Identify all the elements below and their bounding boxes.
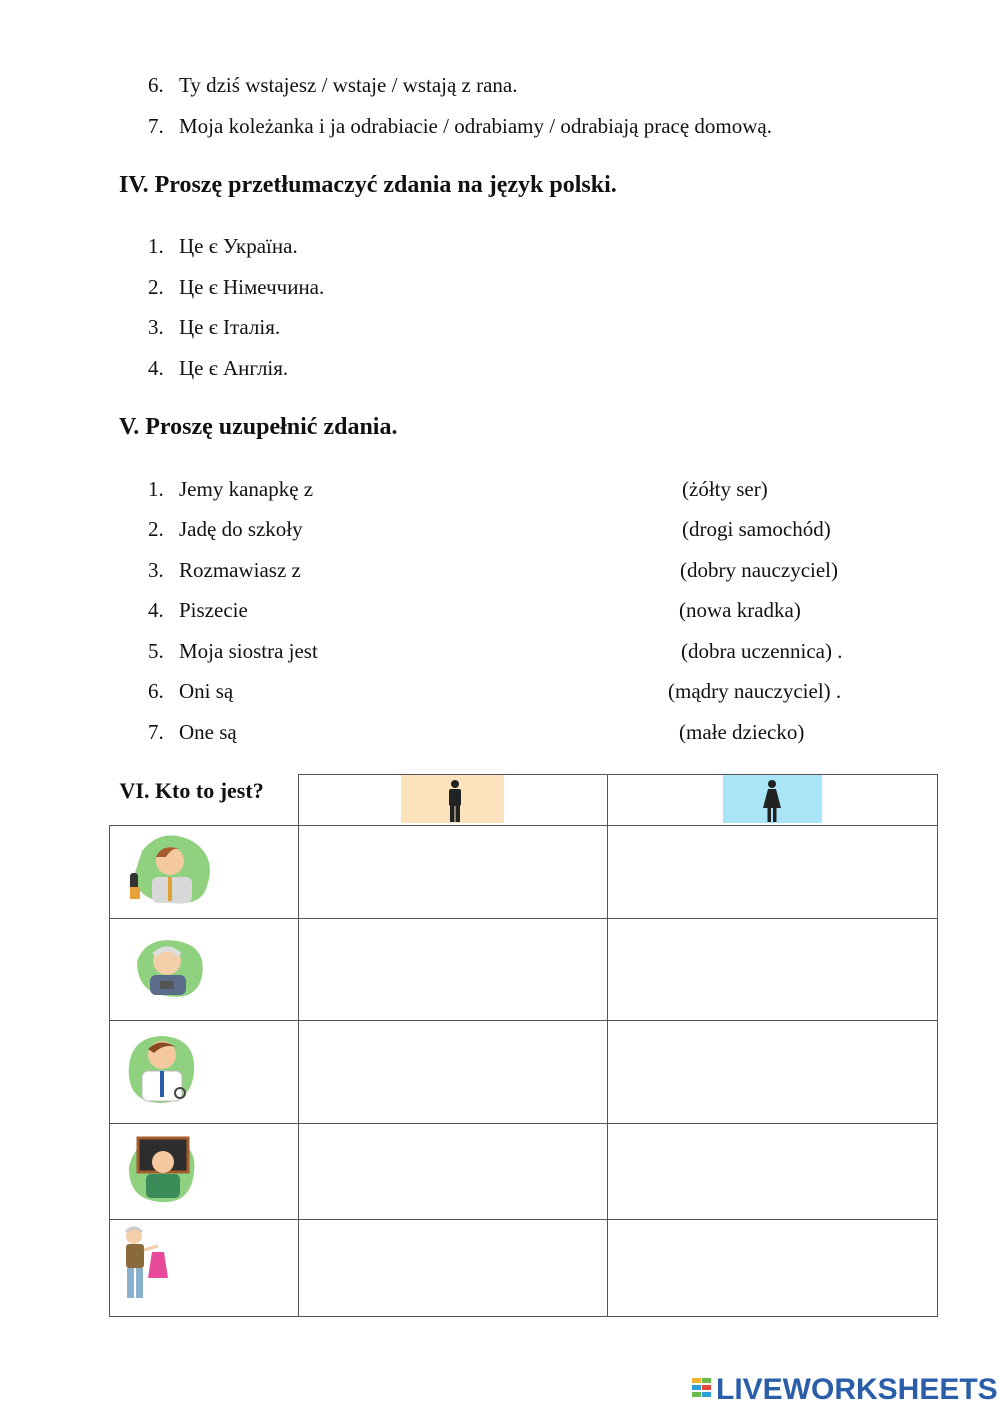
answer-cell-male[interactable] xyxy=(298,918,607,1020)
male-swatch xyxy=(401,775,504,823)
word-hint: (mądry nauczyciel) . xyxy=(668,679,842,703)
list-number: 4. xyxy=(148,598,164,622)
sentence-text: Rozmawiasz z xyxy=(179,558,301,582)
list-number: 1. xyxy=(148,234,164,258)
answer-cell-male[interactable] xyxy=(298,1123,607,1219)
shop-assistant-with-dress-icon xyxy=(116,1222,216,1304)
section-heading: IV. Proszę przetłumaczyć zdania na język polski. xyxy=(119,172,617,198)
sentence-text: Це є Італія. xyxy=(179,315,281,339)
female-column-header xyxy=(607,775,937,826)
list-number: 3. xyxy=(148,558,164,582)
liveworksheets-logo-icon xyxy=(692,1378,714,1402)
list-number: 6. xyxy=(148,73,164,97)
list-number: 1. xyxy=(148,477,164,501)
answer-cell-female[interactable] xyxy=(607,1123,937,1219)
picture-cell xyxy=(110,1123,299,1219)
old-man-icon xyxy=(132,931,232,1011)
list-number: 3. xyxy=(148,315,164,339)
list-number: 7. xyxy=(148,114,164,138)
male-column-header xyxy=(298,775,607,826)
sentence-text: Це є Україна. xyxy=(179,234,298,258)
teacher-at-blackboard-icon xyxy=(126,1132,226,1212)
picture-cell xyxy=(110,1219,299,1316)
sentence-text: Це є Англія. xyxy=(179,356,289,380)
sentence-text: Jadę do szkoły xyxy=(179,517,303,541)
sentence-text: Piszecie xyxy=(179,598,248,622)
liveworksheets-brand: LIVEWORKSHEETS xyxy=(716,1373,998,1406)
list-number: 2. xyxy=(148,275,164,299)
answer-cell-male[interactable] xyxy=(298,825,607,918)
sentence-text: One są xyxy=(179,720,237,744)
list-number: 2. xyxy=(148,517,164,541)
sentence-text: Ty dziś wstajesz / wstaje / wstają z rana. xyxy=(179,73,518,97)
picture-cell xyxy=(110,918,299,1020)
list-number: 6. xyxy=(148,679,164,703)
list-number: 4. xyxy=(148,356,164,380)
list-number: 5. xyxy=(148,639,164,663)
journalist-with-microphone-icon xyxy=(122,831,222,911)
answer-cell-female[interactable] xyxy=(607,825,937,918)
sentence-text: Moja siostra jest xyxy=(179,639,318,663)
answer-cell-female[interactable] xyxy=(607,1219,937,1316)
section-heading: V. Proszę uzupełnić zdania. xyxy=(119,414,398,440)
female-person-icon xyxy=(723,775,822,823)
section-heading: VI. Kto to jest? xyxy=(119,777,264,803)
word-hint: (drogi samochód) xyxy=(682,517,831,541)
answer-cell-female[interactable] xyxy=(607,918,937,1020)
answer-cell-male[interactable] xyxy=(298,1219,607,1316)
sentence-text: Oni są xyxy=(179,679,234,703)
sentence-text: Це є Німеччина. xyxy=(179,275,325,299)
sentence-text: Jemy kanapkę z xyxy=(179,477,314,501)
picture-cell xyxy=(110,1020,299,1123)
male-person-icon xyxy=(401,775,504,823)
answer-cell-female[interactable] xyxy=(607,1020,937,1123)
sentence-text: Moja koleżanka i ja odrabiacie / odrabiamy / odrabiają pracę domową. xyxy=(179,114,773,138)
answer-cell-male[interactable] xyxy=(298,1020,607,1123)
picture-cell xyxy=(110,825,299,918)
word-hint: (małe dziecko) xyxy=(679,720,805,744)
list-number: 7. xyxy=(148,720,164,744)
word-hint: (dobra uczennica) . xyxy=(681,639,843,663)
female-swatch xyxy=(723,775,822,823)
word-hint: (żółty ser) xyxy=(682,477,768,501)
word-hint: (nowa kradka) xyxy=(679,598,801,622)
who-is-it-table xyxy=(109,774,938,1317)
table-corner xyxy=(110,775,299,826)
doctor-icon xyxy=(124,1031,224,1111)
word-hint: (dobry nauczyciel) xyxy=(680,558,839,582)
